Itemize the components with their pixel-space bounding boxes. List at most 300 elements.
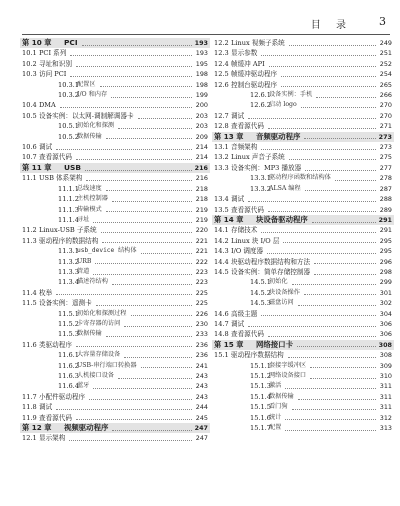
toc-entry-number: 第 14 章: [214, 214, 244, 224]
toc-entry-number: 第 11 章: [22, 162, 52, 172]
dot-leader: [301, 107, 376, 108]
dot-leader: [305, 170, 376, 171]
toc-entry[interactable]: [22, 142, 208, 152]
toc-entry-title: 主机控制器: [77, 195, 108, 203]
dot-leader: [285, 430, 376, 431]
toc-entry-number: 13.3.2: [250, 184, 271, 193]
toc-entry-number: 11.9: [22, 413, 37, 422]
toc-entry-page: 254: [379, 70, 392, 79]
dot-leader: [312, 222, 376, 223]
toc-entry[interactable]: [22, 152, 208, 162]
toc-entry-title: 激活: [269, 382, 282, 390]
dot-leader: [85, 170, 192, 171]
dot-leader: [106, 138, 192, 139]
dot-leader: [268, 128, 376, 129]
toc-entry-page: 301: [379, 288, 392, 297]
toc-entry-number: 11.6.2: [58, 361, 79, 370]
toc-entry[interactable]: [214, 423, 392, 433]
toc-entry-number: 11.5: [22, 299, 37, 308]
toc-entry-page: 302: [379, 299, 392, 308]
toc-entry-title: 大容量存储设备: [77, 351, 121, 359]
toc-entry-page: 236: [195, 340, 208, 349]
toc-entry-title: 调试: [231, 195, 245, 204]
toc-entry-title: 套接字缓冲区: [269, 361, 307, 369]
toc-entry[interactable]: [22, 319, 208, 329]
toc-entry-title: 视频驱动程序: [64, 423, 109, 433]
toc-entry-title: 总线速度: [77, 184, 102, 192]
toc-chapter-entry[interactable]: [20, 38, 210, 48]
toc-entry-title: URB: [77, 257, 92, 265]
toc-entry[interactable]: [214, 381, 392, 391]
toc-entry-title: 枚举: [39, 288, 53, 297]
toc-entry[interactable]: [214, 277, 392, 287]
toc-entry-page: 241: [195, 361, 208, 370]
dot-leader: [93, 274, 192, 275]
page-header-title: 目 录: [310, 20, 352, 31]
toc-entry[interactable]: [22, 350, 208, 360]
toc-entry-number: 14.5: [214, 267, 229, 276]
dot-leader: [86, 180, 192, 181]
toc-entry-number: 12.1: [22, 434, 37, 443]
toc-entry[interactable]: [214, 246, 392, 256]
toc-entry-number: 11.3.4: [58, 278, 79, 287]
toc-entry-page: 214: [195, 153, 208, 162]
toc-entry-page: 218: [195, 184, 208, 193]
toc-entry-title: 网络接口卡: [256, 339, 293, 349]
toc-entry-title: 小配件驱动程序: [39, 392, 86, 401]
toc-entry[interactable]: [22, 371, 208, 381]
toc-entry-number: 11.3: [22, 236, 37, 245]
toc-entry-number: 10.1: [22, 49, 37, 58]
dot-leader: [261, 149, 376, 150]
toc-entry-number: 13.4: [214, 195, 229, 204]
toc-entry-number: 11.5.1: [58, 309, 79, 318]
toc-entry-page: 221: [195, 236, 208, 245]
toc-entry-page: 216: [195, 174, 208, 183]
toc-entry-page: 308: [379, 351, 392, 360]
toc-entry-number: 12.4: [214, 59, 229, 68]
toc-entry-page: 275: [379, 153, 392, 162]
toc-entry[interactable]: [22, 413, 208, 423]
toc-entry-title: 初始化: [269, 278, 288, 286]
toc-entry-page: 266: [379, 91, 392, 100]
toc-entry-number: 14.8: [214, 330, 229, 339]
toc-entry-number: 10.4: [22, 101, 37, 110]
toc-entry-title: 显示参数: [231, 49, 258, 58]
toc-entry[interactable]: [22, 121, 208, 131]
toc-entry-number: 13.3: [214, 163, 229, 172]
toc-entry-title: 帧缓冲驱动程序: [231, 70, 278, 79]
toc-entry-title: 查看源代码: [39, 413, 72, 422]
toc-entry-page: 243: [195, 372, 208, 380]
toc-entry-page: 311: [379, 392, 392, 401]
toc-entry-page: 295: [379, 236, 392, 245]
toc-entry[interactable]: [214, 59, 392, 69]
toc-entry[interactable]: [214, 38, 392, 48]
toc-entry-number: 10.6: [22, 143, 37, 152]
toc-entry-title: 设备实例：以太网-调制解调器卡: [39, 111, 134, 120]
toc-entry[interactable]: [22, 309, 208, 319]
toc-entry-page: 273: [378, 132, 392, 141]
toc-entry-title: 卡寄存器的访问: [77, 319, 121, 327]
toc-entry-title: 初始化和探测: [77, 122, 115, 130]
toc-entry[interactable]: [214, 100, 392, 110]
toc-entry-page: 223: [195, 267, 208, 276]
toc-chapter-entry[interactable]: [212, 340, 394, 350]
toc-entry-number: 11.5.3: [58, 330, 79, 339]
toc-entry-number: 15.1.1: [250, 361, 271, 370]
toc-entry-title: 块设备操作: [269, 288, 300, 296]
toc-entry[interactable]: [22, 381, 208, 391]
toc-entry-title: PCI 系列: [39, 49, 67, 58]
toc-entry[interactable]: [214, 205, 392, 215]
toc-entry[interactable]: [22, 69, 208, 79]
toc-entry-page: 243: [195, 392, 208, 401]
toc-entry-title: Linux 块 I/O 层: [231, 236, 280, 245]
toc-entry[interactable]: [214, 194, 392, 204]
dot-leader: [112, 201, 192, 202]
dot-leader: [106, 190, 192, 191]
dot-leader: [93, 222, 192, 223]
dot-leader: [76, 419, 192, 420]
toc-entry-number: 12.6.2: [250, 101, 271, 110]
toc-entry-page: 296: [379, 257, 392, 266]
toc-entry-number: 15.1.4: [250, 392, 271, 401]
toc-entry-title: 寻址和识别: [39, 59, 72, 68]
toc-entry-number: 11.6: [22, 340, 37, 349]
dot-leader: [93, 388, 192, 389]
page-header-number: 3: [379, 15, 386, 28]
toc-entry[interactable]: [214, 267, 392, 277]
toc-entry[interactable]: [22, 392, 208, 402]
toc-entry-title: 数据传输: [77, 330, 102, 338]
toc-entry-page: 270: [379, 101, 392, 110]
dot-leader: [111, 97, 192, 98]
dot-leader: [281, 76, 376, 77]
dot-leader: [124, 357, 192, 358]
toc-entry[interactable]: [22, 100, 208, 110]
toc-entry-title: ALSA 编程: [269, 184, 301, 192]
toc-entry-page: 203: [195, 111, 208, 120]
dot-leader: [335, 180, 376, 181]
toc-entry-page: 278: [379, 174, 392, 183]
toc-entry-title: 看门狗: [269, 403, 288, 411]
toc-entry-page: 277: [379, 163, 392, 172]
toc-entry[interactable]: [214, 298, 392, 308]
toc-entry[interactable]: [22, 225, 208, 235]
toc-entry-page: 198: [195, 70, 208, 79]
toc-entry-page: 225: [195, 299, 208, 308]
toc-entry[interactable]: [214, 257, 392, 267]
toc-entry-page: 222: [195, 257, 208, 266]
toc-entry[interactable]: [214, 361, 392, 371]
toc-entry-number: 15.1.2: [250, 372, 271, 380]
toc-entry-title: 设备实例：MP3 播放器: [231, 163, 302, 172]
toc-entry-page: 233: [195, 330, 208, 339]
toc-entry-page: 209: [195, 132, 208, 141]
toc-entry-title: DMA: [39, 101, 56, 110]
toc-entry[interactable]: [214, 173, 392, 183]
dot-leader: [261, 315, 376, 316]
toc-entry[interactable]: [214, 121, 392, 131]
toc-entry-title: Linux-USB 子系统: [39, 226, 97, 235]
toc-entry-page: 244: [195, 403, 208, 412]
dot-leader: [261, 232, 376, 233]
dot-leader: [138, 118, 192, 119]
toc-entry[interactable]: [214, 184, 392, 194]
toc-entry-page: 289: [379, 205, 392, 214]
toc-entry-number: 15.1.7: [250, 424, 271, 433]
toc-entry-page: 273: [379, 143, 392, 152]
toc-entry-number: 15.1: [214, 351, 229, 360]
toc-entry-number: 第 10 章: [22, 38, 52, 47]
dot-leader: [314, 263, 376, 264]
toc-entry-number: 14.6: [214, 309, 229, 318]
toc-entry[interactable]: [22, 361, 208, 371]
toc-entry-number: 14.5.2: [250, 288, 271, 297]
toc-entry-title: 调试: [39, 403, 53, 412]
toc-entry[interactable]: [214, 288, 392, 298]
toc-entry-page: 193: [194, 39, 208, 47]
dot-leader: [89, 399, 192, 400]
toc-entry-page: 247: [194, 424, 208, 433]
toc-entry[interactable]: [22, 246, 208, 256]
toc-entry-title: 调试: [231, 111, 245, 120]
toc-entry[interactable]: [22, 215, 208, 225]
toc-entry[interactable]: [22, 184, 208, 194]
toc-entry-number: 12.5: [214, 70, 229, 79]
toc-entry[interactable]: [214, 80, 392, 90]
toc-entry[interactable]: [22, 132, 208, 142]
toc-chapter-entry[interactable]: [212, 215, 394, 225]
toc-entry[interactable]: [22, 402, 208, 412]
toc-entry[interactable]: [22, 329, 208, 339]
toc-left-column: [22, 38, 208, 444]
toc-entry-number: 11.3.3: [58, 267, 79, 276]
dot-leader: [112, 284, 192, 285]
toc-entry-title: Linux 视频子系统: [231, 39, 285, 47]
dot-leader: [248, 201, 376, 202]
toc-entry-title: 显示架构: [39, 434, 66, 443]
toc-entry[interactable]: [22, 80, 208, 90]
toc-entry[interactable]: [22, 173, 208, 183]
dot-leader: [102, 242, 192, 243]
toc-entry-number: 12.2: [214, 39, 229, 47]
toc-entry[interactable]: [22, 277, 208, 287]
toc-entry-number: 10.3.1: [58, 80, 79, 89]
toc-entry-page: 199: [195, 91, 208, 100]
toc-entry[interactable]: [214, 371, 392, 381]
dot-leader: [248, 326, 376, 327]
toc-chapter-entry[interactable]: [20, 163, 210, 173]
toc-entry[interactable]: [214, 111, 392, 121]
toc-entry-page: 312: [379, 413, 392, 422]
toc-entry-number: 14.2: [214, 236, 229, 245]
toc-entry-number: 14.4: [214, 257, 229, 266]
toc-entry-title: 块驱动程序数据结构和方法: [231, 257, 311, 266]
toc-entry-page: 195: [195, 59, 208, 68]
toc-entry-title: 网络设备接口: [269, 372, 307, 379]
toc-entry[interactable]: [22, 194, 208, 204]
toc-entry-number: 10.3.2: [58, 91, 79, 100]
toc-entry-title: 类驱动程序: [39, 340, 72, 349]
toc-entry-title: 设备实例：简单存储控制器: [231, 267, 311, 276]
dot-leader: [76, 66, 192, 67]
toc-entry[interactable]: [22, 59, 208, 69]
toc-entry-page: 226: [195, 309, 208, 318]
toc-entry[interactable]: [214, 90, 392, 100]
toc-entry[interactable]: [214, 309, 392, 319]
dot-leader: [76, 159, 192, 160]
dot-leader: [261, 55, 376, 56]
toc-entry[interactable]: [22, 236, 208, 246]
toc-entry[interactable]: [214, 350, 392, 360]
toc-entry-number: 15.1.3: [250, 382, 271, 391]
toc-entry-title: USB-串行端口转换器: [77, 361, 137, 369]
toc-entry-page: 218: [195, 195, 208, 204]
toc-entry-page: 295: [379, 247, 392, 256]
toc-chapter-entry[interactable]: [212, 132, 394, 142]
toc-entry[interactable]: [22, 433, 208, 443]
dot-leader: [56, 409, 192, 410]
dot-leader: [131, 315, 193, 316]
toc-entry[interactable]: [214, 142, 392, 152]
dot-leader: [304, 138, 376, 139]
toc-entry-number: 12.3: [214, 49, 229, 58]
toc-entry[interactable]: [214, 48, 392, 58]
toc-entry-title: 存储技术: [231, 226, 258, 235]
toc-entry-number: 10.7: [22, 153, 37, 162]
dot-leader: [56, 149, 192, 150]
dot-leader: [60, 107, 192, 108]
toc-entry-number: 11.2: [22, 226, 37, 235]
toc-entry-number: 11.6.1: [58, 351, 79, 360]
toc-entry-page: 245: [195, 413, 208, 422]
toc-entry-number: 第 15 章: [214, 339, 244, 349]
dot-leader: [100, 86, 192, 87]
toc-entry-page: 306: [379, 330, 392, 339]
toc-entry-title: USB: [64, 162, 81, 172]
toc-entry-title: 传输模式: [77, 205, 102, 213]
toc-entry[interactable]: [22, 267, 208, 277]
toc-entry-number: 14.5.3: [250, 299, 271, 308]
toc-entry[interactable]: [22, 205, 208, 215]
toc-entry-title: 查看源代码: [231, 122, 264, 131]
toc-entry-title: 控制台驱动程序: [231, 80, 278, 89]
toc-entry[interactable]: [22, 257, 208, 267]
toc-entry-number: 14.3: [214, 247, 229, 256]
toc-entry-number: 15.1.5: [250, 403, 271, 412]
toc-entry[interactable]: [22, 340, 208, 350]
toc-entry-title: 初始化和探测过程: [77, 309, 127, 317]
toc-entry-title: 数据传输: [269, 392, 294, 400]
toc-chapter-entry[interactable]: [20, 423, 210, 433]
toc-entry[interactable]: [214, 329, 392, 339]
toc-entry-title: 驱动程序的数据结构: [39, 236, 99, 245]
toc-entry-title: 查看源代码: [231, 205, 264, 214]
dot-leader: [82, 45, 192, 46]
toc-entry-title: 帧缓冲 API: [231, 59, 265, 68]
toc-entry-page: 306: [379, 319, 392, 328]
toc-entry-number: 11.3.2: [58, 257, 79, 266]
toc-entry-page: 193: [195, 49, 208, 58]
toc-entry[interactable]: [214, 392, 392, 402]
toc-entry-title: 磁盘访问: [269, 299, 294, 307]
toc-entry[interactable]: [214, 402, 392, 412]
dot-leader: [289, 159, 376, 160]
toc-entry[interactable]: [214, 413, 392, 423]
toc-entry-title: 配置: [269, 424, 282, 432]
toc-entry-title: 数据传输: [77, 132, 102, 140]
toc-entry-page: 270: [379, 111, 392, 120]
dot-leader: [304, 294, 376, 295]
toc-entry-title: 蓝牙: [77, 382, 90, 390]
dot-leader: [316, 97, 376, 98]
toc-entry-number: 11.1.4: [58, 215, 79, 224]
toc-entry-page: 249: [379, 39, 392, 47]
toc-entry[interactable]: [214, 319, 392, 329]
dot-leader: [141, 253, 192, 254]
toc-entry-number: 13.2: [214, 153, 229, 162]
toc-entry-title: 寻址: [77, 215, 90, 223]
toc-entry-page: 308: [378, 340, 392, 349]
dot-leader: [288, 357, 376, 358]
toc-entry-title: 描述符结构: [77, 278, 108, 286]
toc-entry-page: 298: [379, 267, 392, 276]
dot-leader: [292, 284, 376, 285]
dot-leader: [141, 367, 192, 368]
toc-entry-number: 11.8: [22, 403, 37, 412]
toc-entry-number: 10.5.2: [58, 132, 79, 141]
toc-entry[interactable]: [22, 111, 208, 121]
toc-entry-number: 13.3.1: [250, 174, 271, 183]
toc-entry-page: 299: [379, 278, 392, 287]
toc-entry[interactable]: [214, 236, 392, 246]
toc-entry-number: 14.7: [214, 319, 229, 328]
toc-entry[interactable]: [214, 152, 392, 162]
toc-entry-page: 311: [379, 403, 392, 412]
toc-entry[interactable]: [214, 225, 392, 235]
toc-entry-number: 10.5: [22, 111, 37, 120]
page-header: [22, 14, 390, 35]
toc-entry-page: 251: [379, 49, 392, 58]
dot-leader: [267, 253, 376, 254]
toc-entry[interactable]: [22, 48, 208, 58]
toc-entry-page: 288: [379, 195, 392, 204]
toc-entry-title: 调试: [39, 143, 53, 152]
toc-entry[interactable]: [214, 163, 392, 173]
toc-entry-page: 271: [379, 122, 392, 131]
toc-entry-number: 10.3: [22, 70, 37, 79]
toc-entry-number: 14.1: [214, 226, 229, 235]
toc-entry[interactable]: [214, 69, 392, 79]
toc-entry[interactable]: [22, 90, 208, 100]
toc-entry-number: 15.1.6: [250, 413, 271, 422]
toc-entry-title: Linux 声音子系统: [231, 153, 285, 162]
toc-entry[interactable]: [22, 298, 208, 308]
toc-entry-title: 设备实例：遥测卡: [39, 299, 92, 308]
toc-entry-title: 统计: [269, 413, 282, 421]
toc-entry-page: 252: [379, 59, 392, 68]
toc-entry-title: 访问 PCI: [39, 70, 67, 79]
toc-entry-number: 11.7: [22, 392, 37, 401]
toc-entry-page: 220: [195, 226, 208, 235]
toc-entry[interactable]: [22, 288, 208, 298]
toc-entry-number: 12.6.1: [250, 91, 271, 100]
toc-entry-title: 块设备驱动程序: [256, 214, 308, 224]
toc-entry-number: 13.5: [214, 205, 229, 214]
toc-entry-page: 291: [379, 226, 392, 235]
